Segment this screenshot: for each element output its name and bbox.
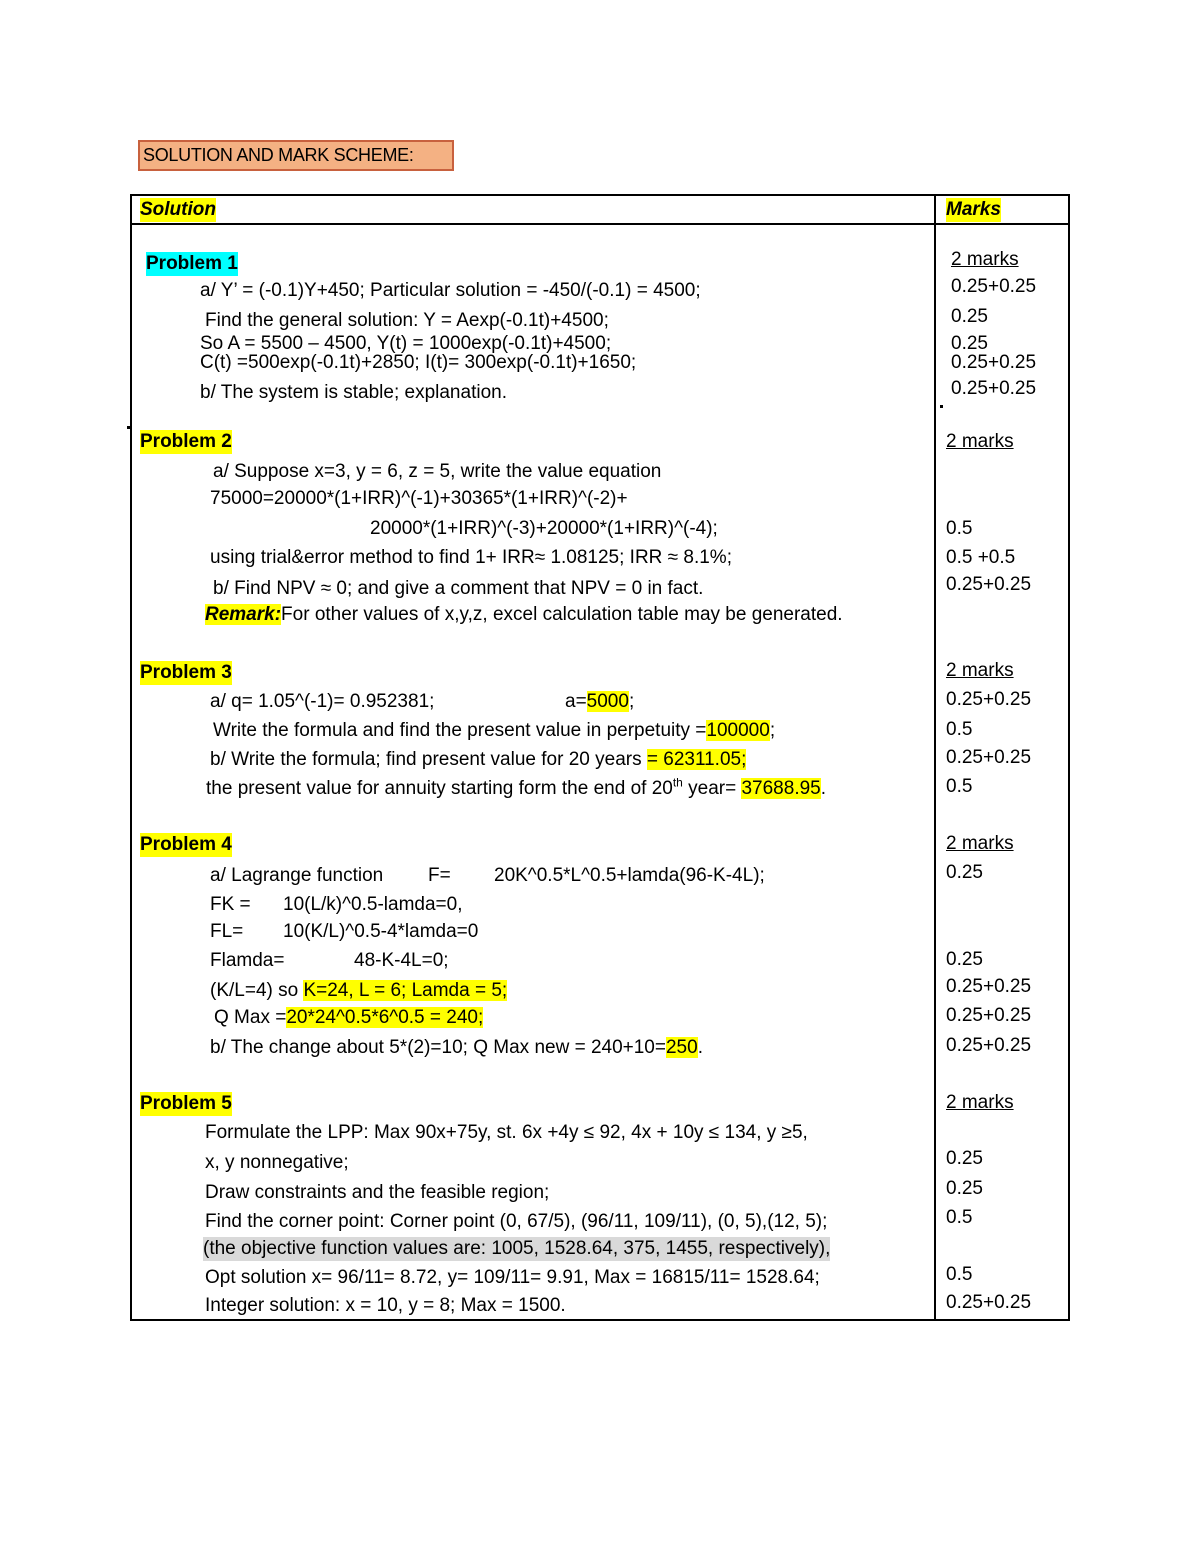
highlighted-value: 250 bbox=[665, 1037, 698, 1058]
problem-5-line-6: Opt solution x= 96/11= 8.72, y= 109/11= 9.91, Max = 16815/11= 1528.64; bbox=[205, 1267, 820, 1288]
problem-4-line-3b: 10(K/L)^0.5-4*lamda=0 bbox=[283, 921, 479, 942]
problem-2-line-3: 20000*(1+IRR)^(-3)+20000*(1+IRR)^(-4); bbox=[370, 518, 718, 539]
problem-5-mark-3: 0.5 bbox=[946, 1207, 973, 1228]
problem-3-line-4 bbox=[206, 777, 826, 801]
line-text: the present value for annuity starting form the end of 20 bbox=[206, 778, 673, 799]
problem-5-line-2: x, y nonnegative; bbox=[205, 1152, 349, 1173]
problem-5-line-5: (the objective function values are: 1005, 1528.64, 375, 1455, respectively), bbox=[203, 1238, 831, 1259]
problem-3-line-1a: a/ q= 1.05^(-1)= 0.952381; bbox=[210, 691, 435, 712]
problem-4-mark-4: 0.25+0.25 bbox=[946, 1005, 1032, 1026]
problem-2-mark-1: 0.5 bbox=[946, 518, 973, 539]
line-text: b/ The change about 5*(2)=10; Q Max new = 240+10= bbox=[210, 1037, 666, 1058]
problem-4-mark-2: 0.25 bbox=[946, 949, 983, 970]
problem-4-title: Problem 4 bbox=[140, 834, 232, 855]
problem-5-line-3: Draw constraints and the feasible region; bbox=[205, 1182, 550, 1203]
problem-1-mark-1: 0.25+0.25 bbox=[951, 276, 1037, 297]
stray-dot bbox=[127, 426, 130, 429]
problem-4-line-3a: FL= bbox=[210, 921, 244, 942]
problem-3-mark-2: 0.5 bbox=[946, 719, 973, 740]
problem-5-mark-4: 0.5 bbox=[946, 1264, 973, 1285]
problem-5-line-4: Find the corner point: Corner point (0, 67/5), (96/11, 109/11), (0, 5),(12, 5); bbox=[205, 1211, 828, 1232]
problem-2-line-4: using trial&error method to find 1+ IRR≈ 1.08125; IRR ≈ 8.1%; bbox=[210, 547, 732, 568]
problem-2-line-5: b/ Find NPV ≈ 0; and give a comment that NPV = 0 in fact. bbox=[213, 578, 704, 599]
line-text: (K/L=4) so bbox=[210, 980, 299, 1001]
problem-2-remark bbox=[205, 603, 843, 627]
problem-5-line-1: Formulate the LPP: Max 90x+75y, st. 6x +4y ≤ 92, 4x + 10y ≤ 134, y ≥5, bbox=[205, 1122, 808, 1143]
problem-4-line-2b: 10(L/k)^0.5-lamda=0, bbox=[283, 894, 463, 915]
problem-5-mark-1: 0.25 bbox=[946, 1148, 983, 1169]
problem-3-mark-4: 0.5 bbox=[946, 776, 973, 797]
problem-4-line-1a: a/ Lagrange function bbox=[210, 865, 384, 886]
problem-2-mark-3: 0.25+0.25 bbox=[946, 574, 1032, 595]
problem-1-mark-5: 0.25+0.25 bbox=[951, 378, 1037, 399]
column-divider bbox=[934, 194, 936, 1321]
problem-3-line-3 bbox=[210, 748, 746, 772]
problem-1-line-2: Find the general solution: Y = Aexp(-0.1t)+4500; bbox=[205, 310, 609, 331]
problem-1-title: Problem 1 bbox=[146, 253, 238, 274]
problem-1-mark-3: 0.25 bbox=[951, 333, 988, 354]
highlighted-value: = 62311.05; bbox=[646, 749, 747, 770]
problem-4-line-4b: 48-K-4L=0; bbox=[354, 950, 449, 971]
problem-4-line-2a: FK = bbox=[210, 894, 251, 915]
problem-3-line-2 bbox=[213, 719, 775, 743]
punctuation: ; bbox=[628, 691, 635, 712]
problem-5-mark-5: 0.25+0.25 bbox=[946, 1292, 1032, 1313]
problem-4-line-5 bbox=[210, 979, 507, 1003]
highlighted-value: 20*24^0.5*6^0.5 = 240; bbox=[286, 1007, 484, 1028]
problem-4-total-marks: 2 marks bbox=[946, 833, 1014, 854]
column-header-marks: Marks bbox=[946, 199, 1001, 220]
header-divider bbox=[130, 223, 1070, 225]
line-text: Q Max = bbox=[214, 1007, 287, 1028]
punctuation: ; bbox=[769, 720, 776, 741]
problem-4-line-1c: 20K^0.5*L^0.5+lamda(96-K-4L); bbox=[494, 865, 765, 886]
problem-4-line-4a: Flamda= bbox=[210, 950, 285, 971]
problem-1-total-marks: 2 marks bbox=[951, 249, 1019, 270]
remark-label: Remark: bbox=[205, 604, 282, 625]
problem-4-line-1b: F= bbox=[428, 865, 451, 886]
problem-1-line-1: a/ Y’ = (-0.1)Y+450; Particular solution = -450/(-0.1) = 4500; bbox=[200, 280, 701, 301]
line-text: year= bbox=[682, 778, 737, 799]
problem-2-title: Problem 2 bbox=[140, 431, 232, 452]
problem-1-line-3: So A = 5500 – 4500, Y(t) = 1000exp(-0.1t)+4500; bbox=[200, 333, 612, 354]
punctuation: . bbox=[820, 778, 827, 799]
problem-5-title: Problem 5 bbox=[140, 1093, 232, 1114]
superscript: th bbox=[672, 775, 683, 790]
highlighted-value: 5000 bbox=[586, 691, 629, 712]
problem-5-mark-2: 0.25 bbox=[946, 1178, 983, 1199]
problem-3-line-1b bbox=[565, 690, 634, 714]
problem-4-mark-3: 0.25+0.25 bbox=[946, 976, 1032, 997]
page-title: SOLUTION AND MARK SCHEME: bbox=[138, 140, 454, 171]
problem-4-mark-1: 0.25 bbox=[946, 862, 983, 883]
problem-4-line-6 bbox=[214, 1006, 483, 1030]
line-text: Write the formula and find the present value in perpetuity = bbox=[213, 720, 707, 741]
problem-3-total-marks: 2 marks bbox=[946, 660, 1014, 681]
problem-1-mark-4: 0.25+0.25 bbox=[951, 352, 1037, 373]
problem-4-mark-5: 0.25+0.25 bbox=[946, 1035, 1032, 1056]
problem-3-title: Problem 3 bbox=[140, 662, 232, 683]
problem-1-line-4: C(t) =500exp(-0.1t)+2850; I(t)= 300exp(-0.1t)+1650; bbox=[200, 352, 637, 373]
column-header-solution: Solution bbox=[140, 199, 216, 220]
punctuation: . bbox=[697, 1037, 703, 1058]
value-label: a= bbox=[565, 691, 587, 712]
stray-dot bbox=[940, 405, 943, 408]
highlighted-value: 37688.95 bbox=[741, 778, 821, 799]
problem-3-mark-3: 0.25+0.25 bbox=[946, 747, 1032, 768]
problem-2-line-2: 75000=20000*(1+IRR)^(-1)+30365*(1+IRR)^(-2)+ bbox=[210, 488, 628, 509]
problem-2-mark-2: 0.5 +0.5 bbox=[946, 547, 1016, 568]
problem-2-line-1: a/ Suppose x=3, y = 6, z = 5, write the value equation bbox=[213, 461, 662, 482]
problem-1-mark-2: 0.25 bbox=[951, 306, 988, 327]
problem-1-line-5: b/ The system is stable; explanation. bbox=[200, 382, 507, 403]
highlighted-value: K=24, L = 6; Lamda = 5; bbox=[303, 980, 508, 1001]
problem-3-mark-1: 0.25+0.25 bbox=[946, 689, 1032, 710]
problem-5-line-7: Integer solution: x = 10, y = 8; Max = 1500. bbox=[205, 1295, 566, 1316]
problem-5-total-marks: 2 marks bbox=[946, 1092, 1014, 1113]
highlighted-value: 100000 bbox=[706, 720, 770, 741]
problem-2-total-marks: 2 marks bbox=[946, 431, 1014, 452]
remark-text: For other values of x,y,z, excel calculation table may be generated. bbox=[281, 604, 843, 625]
line-text: b/ Write the formula; find present value for 20 years bbox=[210, 749, 642, 770]
problem-4-line-7 bbox=[210, 1036, 703, 1060]
